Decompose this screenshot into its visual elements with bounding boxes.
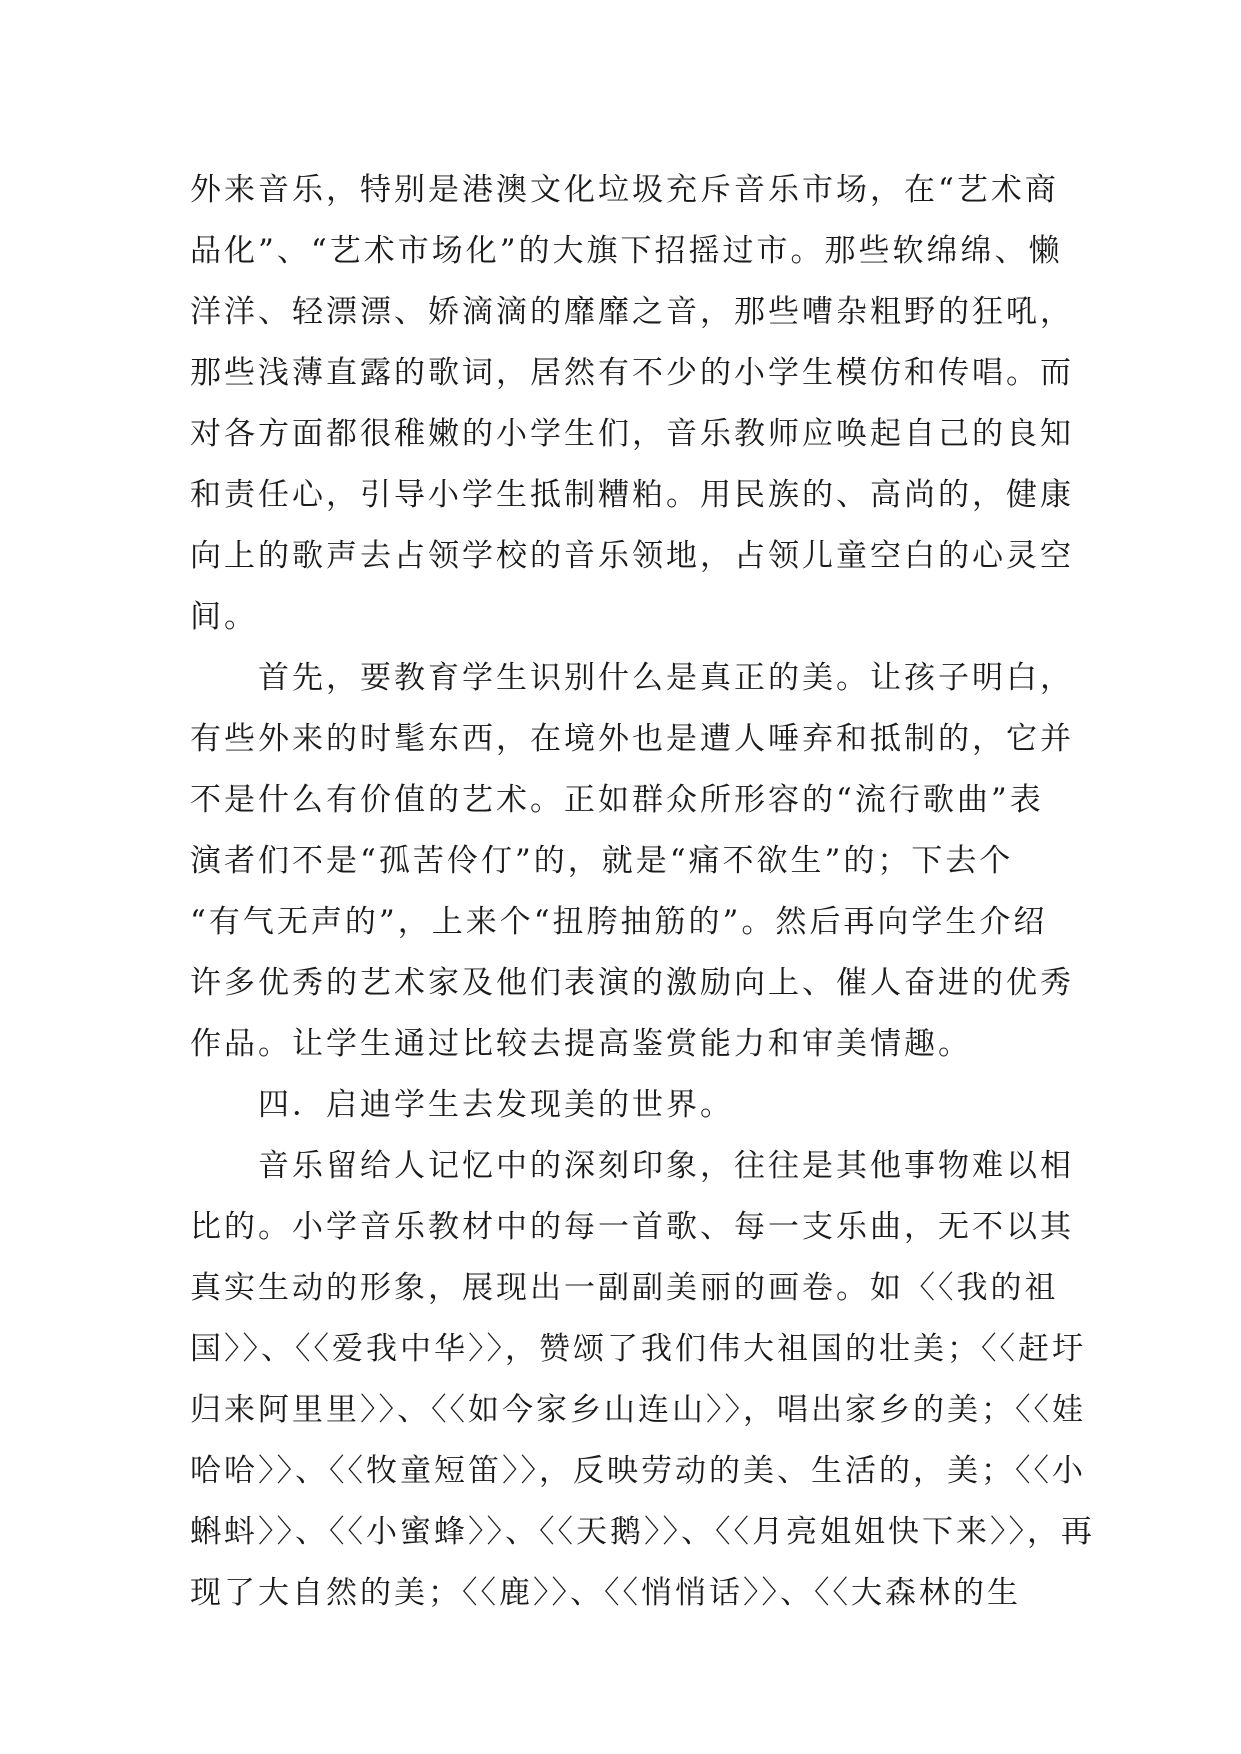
text-line: 外来音乐，特别是港澳文化垃圾充斥音乐市场，在“艺术商 [190, 172, 1059, 208]
text-line: 国〉〉、〈〈爱我中华〉〉，赞颂了我们伟大祖国的壮美；〈〈赶圩 [190, 1331, 1086, 1367]
document-body [190, 160, 1095, 1624]
text-line: 现了大自然的美；〈〈鹿〉〉、〈〈悄悄话〉〉、〈〈大森林的生 [190, 1575, 1021, 1611]
text-line: 真实生动的形象，展现出一副副美丽的画卷。如〈〈我的祖 [190, 1270, 1059, 1306]
text-line: 向上的歌声去占领学校的音乐领地，占领儿童空白的心灵空 [190, 538, 1074, 574]
text-line: 那些浅薄直露的歌词，居然有不少的小学生模仿和传唱。而 [190, 355, 1074, 391]
text-line: 和责任心，引导小学生抵制糟粕。用民族的、高尚的，健康 [190, 477, 1074, 513]
text-line: 有些外来的时髦东西，在境外也是遭人唾弃和抵制的，它并 [190, 721, 1074, 757]
text-line: 归来阿里里〉〉、〈〈如今家乡山连山〉〉，唱出家乡的美；〈〈娃 [190, 1392, 1086, 1428]
text-line: 哈哈〉〉、〈〈牧童短笛〉〉，反映劳动的美、生活的，美；〈〈小 [190, 1453, 1086, 1489]
text-line: 洋洋、轻漂漂、娇滴滴的靡靡之音，那些嘈杂粗野的狂吼， [190, 294, 1074, 330]
text-line: 许多优秀的艺术家及他们表演的激励向上、催人奋进的优秀 [190, 965, 1074, 1001]
text-line: 首先，要教育学生识别什么是真正的美。让孩子明白， [190, 660, 1074, 696]
text-line: 演者们不是“孤苦伶仃”的，就是“痛不欲生”的；下去个 [190, 843, 1014, 879]
text-line: “有气无声的”，上来个“扭胯抽筋的”。然后再向学生介绍 [190, 904, 1048, 940]
text-line: 不是什么有价值的艺术。正如群众所形容的“流行歌曲”表 [190, 782, 1044, 818]
text-line: 对各方面都很稚嫩的小学生们，音乐教师应唤起自己的良知 [190, 416, 1074, 452]
text-line: 间。 [190, 599, 258, 635]
text-line: 作品。让学生通过比较去提高鉴赏能力和审美情趣。 [190, 1026, 972, 1062]
section-heading: 四．启迪学生去发现美的世界。 [190, 1087, 734, 1123]
text-line: 音乐留给人记忆中的深刻印象，往往是其他事物难以相 [190, 1148, 1074, 1184]
text-line: 品化”、“艺术市场化”的大旗下招摇过市。那些软绵绵、懒 [190, 233, 1063, 269]
text-line: 比的。小学音乐教材中的每一首歌、每一支乐曲，无不以其 [190, 1209, 1074, 1245]
text-line: 蝌蚪〉〉、〈〈小蜜蜂〉〉、〈〈天鹅〉〉、〈〈月亮姐姐快下来〉〉，再 [190, 1514, 1095, 1550]
